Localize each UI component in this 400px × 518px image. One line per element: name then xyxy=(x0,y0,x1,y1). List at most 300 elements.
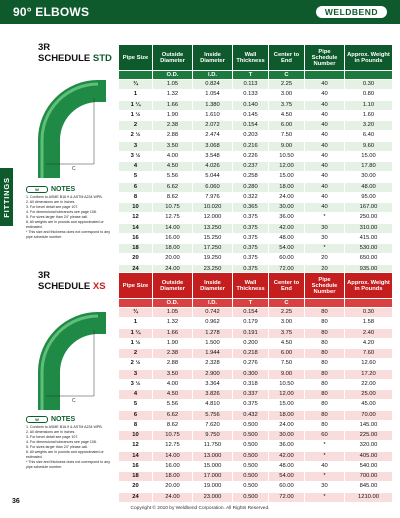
table-cell: 3.50 xyxy=(153,369,193,379)
std-dim-c-label: C xyxy=(72,166,76,172)
table-cell: 20 xyxy=(119,254,153,264)
table-cell: 2 ½ xyxy=(119,131,153,141)
table-cell: 1 xyxy=(119,90,153,100)
table-cell: 40 xyxy=(305,192,345,202)
table-cell: 3.75 xyxy=(269,328,305,338)
table-cell: 2 xyxy=(119,121,153,131)
table-row xyxy=(119,80,393,90)
table-cell: 12.75 xyxy=(153,213,193,223)
table-row xyxy=(119,472,393,482)
xs-section-title xyxy=(38,270,106,292)
table-cell: 0.824 xyxy=(193,80,233,90)
table-row xyxy=(119,461,393,471)
table-cell: 1.05 xyxy=(153,80,193,90)
table-cell: 5.044 xyxy=(193,172,233,182)
std-col-header: Inside Diameter xyxy=(193,45,233,71)
table-cell: 1 ¼ xyxy=(119,328,153,338)
xs-col-header: Outside Diameter xyxy=(153,273,193,299)
table-cell: 0.375 xyxy=(233,244,269,254)
table-cell: 60.00 xyxy=(269,254,305,264)
table-cell: 80 xyxy=(305,410,345,420)
table-cell: 9.60 xyxy=(345,141,393,151)
table-cell: 15.00 xyxy=(269,172,305,182)
table-cell: 2.38 xyxy=(153,121,193,131)
table-cell: 10.50 xyxy=(269,379,305,389)
table-cell: 0.30 xyxy=(345,308,393,318)
table-row xyxy=(119,233,393,243)
table-cell: 19.000 xyxy=(193,482,233,492)
table-cell: 1 ½ xyxy=(119,338,153,348)
xs-dim-c-label: C xyxy=(72,398,76,404)
table-row xyxy=(119,141,393,151)
table-cell: 20.00 xyxy=(153,254,193,264)
table-cell: 5.56 xyxy=(153,400,193,410)
table-cell: 4 xyxy=(119,390,153,400)
table-cell: 2.328 xyxy=(193,359,233,369)
table-cell: 0.500 xyxy=(233,492,269,502)
std-col-header: Center to End xyxy=(269,45,305,71)
table-row xyxy=(119,203,393,213)
table-cell: 48.00 xyxy=(345,182,393,192)
table-cell: 36.00 xyxy=(269,441,305,451)
table-cell: 0.276 xyxy=(233,359,269,369)
table-cell: 7.60 xyxy=(345,349,393,359)
table-cell: 1.944 xyxy=(193,349,233,359)
table-cell: 8 xyxy=(119,192,153,202)
table-cell: 0.375 xyxy=(233,264,269,274)
table-cell: 17.000 xyxy=(193,472,233,482)
notes-logo-icon: W xyxy=(26,416,48,423)
table-cell: 2.474 xyxy=(193,131,233,141)
table-cell: 0.500 xyxy=(233,441,269,451)
table-row xyxy=(119,390,393,400)
std-note-item: 3. For bevel detail see page 107. xyxy=(26,205,79,209)
table-cell: 54.00 xyxy=(269,472,305,482)
table-row xyxy=(119,90,393,100)
table-cell: 22.00 xyxy=(345,379,393,389)
table-cell: 0.500 xyxy=(233,420,269,430)
table-cell: 1.610 xyxy=(193,110,233,120)
table-cell: 0.30 xyxy=(345,80,393,90)
table-cell: 9.00 xyxy=(269,141,305,151)
table-cell: 17.80 xyxy=(345,162,393,172)
xs-schedule-word: SCHEDULE xyxy=(38,281,91,292)
std-radius-label: 3R xyxy=(38,42,51,53)
table-cell: 650.00 xyxy=(345,254,393,264)
table-cell: 3.548 xyxy=(193,151,233,161)
table-cell: 5.56 xyxy=(153,172,193,182)
table-row xyxy=(119,400,393,410)
table-cell: 2.38 xyxy=(153,349,193,359)
std-note-item: 2. All dimensions are in inches. xyxy=(26,200,76,204)
side-tab-label: FITTINGS xyxy=(2,176,12,218)
table-cell: 0.375 xyxy=(233,400,269,410)
xs-col-header: Pipe Size xyxy=(119,273,153,299)
table-cell: 0.375 xyxy=(233,233,269,243)
xs-col-header: Approx. Weight in Pounds xyxy=(345,273,393,299)
table-cell: 6 xyxy=(119,410,153,420)
table-cell: 3 xyxy=(119,141,153,151)
table-cell: 12.60 xyxy=(345,359,393,369)
table-cell: 0.203 xyxy=(233,131,269,141)
std-col-subheader xyxy=(119,71,153,80)
table-cell: 80 xyxy=(305,420,345,430)
table-cell: 60 xyxy=(305,431,345,441)
table-cell: 60.00 xyxy=(269,482,305,492)
table-cell: 2.88 xyxy=(153,359,193,369)
table-cell: 1 ½ xyxy=(119,110,153,120)
table-cell: 16 xyxy=(119,461,153,471)
std-col-subheader: C xyxy=(269,71,305,80)
page-header xyxy=(0,0,400,24)
table-cell: 80 xyxy=(305,400,345,410)
table-cell: 3.20 xyxy=(345,121,393,131)
table-cell: 2 ½ xyxy=(119,359,153,369)
table-cell: 0.280 xyxy=(233,182,269,192)
table-row xyxy=(119,223,393,233)
table-cell: 4.20 xyxy=(345,338,393,348)
table-cell: 0.365 xyxy=(233,203,269,213)
table-cell: 40 xyxy=(305,121,345,131)
table-cell: 10 xyxy=(119,431,153,441)
table-cell: 3.068 xyxy=(193,141,233,151)
table-cell: * xyxy=(305,451,345,461)
table-cell: 30.00 xyxy=(345,172,393,182)
table-cell: 40 xyxy=(305,110,345,120)
table-cell: 0.962 xyxy=(193,318,233,328)
table-cell: 7.976 xyxy=(193,192,233,202)
table-cell: 4 xyxy=(119,162,153,172)
table-cell: 4.00 xyxy=(153,379,193,389)
table-cell: 167.00 xyxy=(345,203,393,213)
table-cell: 0.742 xyxy=(193,308,233,318)
std-col-header: Approx. Weight in Pounds xyxy=(345,45,393,71)
table-row xyxy=(119,420,393,430)
table-cell: 40 xyxy=(305,131,345,141)
table-cell: 80 xyxy=(305,318,345,328)
xs-spec-table xyxy=(118,272,393,503)
table-cell: 1.90 xyxy=(153,338,193,348)
table-cell: 0.375 xyxy=(233,213,269,223)
table-cell: 42.00 xyxy=(269,451,305,461)
table-cell: 2.88 xyxy=(153,131,193,141)
table-cell: 30 xyxy=(305,233,345,243)
table-cell: 250.00 xyxy=(345,213,393,223)
table-cell: 1.10 xyxy=(345,100,393,110)
table-cell: 13.250 xyxy=(193,223,233,233)
std-col-subheader xyxy=(345,71,393,80)
std-col-header: Pipe Size xyxy=(119,45,153,71)
table-cell: 40 xyxy=(305,80,345,90)
table-cell: 6.00 xyxy=(269,121,305,131)
table-cell: 2.072 xyxy=(193,121,233,131)
table-cell: 3.75 xyxy=(269,100,305,110)
table-cell: 24.00 xyxy=(153,492,193,502)
table-cell: 10.020 xyxy=(193,203,233,213)
table-cell: 4.50 xyxy=(269,338,305,348)
table-cell: 5.756 xyxy=(193,410,233,420)
table-cell: 40 xyxy=(305,151,345,161)
table-cell: 0.113 xyxy=(233,80,269,90)
table-cell: 40 xyxy=(305,162,345,172)
table-cell: 40 xyxy=(305,141,345,151)
std-col-header: Outside Diameter xyxy=(153,45,193,71)
table-cell: 40 xyxy=(305,203,345,213)
xs-note-item: 1. Conform to ASME B16.9 & ASTM A234 WPB. xyxy=(26,425,103,429)
table-cell: 7.620 xyxy=(193,420,233,430)
table-cell: 0.500 xyxy=(233,451,269,461)
table-cell: * xyxy=(305,213,345,223)
table-row xyxy=(119,110,393,120)
table-row xyxy=(119,244,393,254)
table-cell: 10.50 xyxy=(269,151,305,161)
xs-schedule-code: XS xyxy=(92,281,106,292)
table-cell: 3.00 xyxy=(269,90,305,100)
table-row xyxy=(119,182,393,192)
table-cell: 0.154 xyxy=(233,308,269,318)
xs-note-item: 3. For bevel detail see page 107. xyxy=(26,435,79,439)
table-cell: 10 xyxy=(119,203,153,213)
table-cell: 40 xyxy=(305,172,345,182)
table-cell: 30.00 xyxy=(269,203,305,213)
table-cell: 0.191 xyxy=(233,328,269,338)
table-cell: 20 xyxy=(305,264,345,274)
xs-col-header: Pipe Schedule Number xyxy=(305,273,345,299)
table-cell: 2.25 xyxy=(269,308,305,318)
table-row xyxy=(119,162,393,172)
table-cell: 3.50 xyxy=(153,141,193,151)
table-cell: 3 ½ xyxy=(119,379,153,389)
table-cell: 48.00 xyxy=(269,461,305,471)
std-section-title xyxy=(38,42,112,64)
table-cell: 0.300 xyxy=(233,369,269,379)
table-row xyxy=(119,379,393,389)
std-col-subheader: I.D. xyxy=(193,71,233,80)
table-row xyxy=(119,192,393,202)
table-row xyxy=(119,431,393,441)
table-cell: 18 xyxy=(119,244,153,254)
table-row xyxy=(119,318,393,328)
table-cell: 9.00 xyxy=(269,369,305,379)
table-cell: 80 xyxy=(305,338,345,348)
table-cell: 6.060 xyxy=(193,182,233,192)
table-cell: 5 xyxy=(119,400,153,410)
table-cell: 19.250 xyxy=(193,254,233,264)
table-cell: 14.00 xyxy=(153,223,193,233)
table-cell: 0.258 xyxy=(233,172,269,182)
table-row xyxy=(119,441,393,451)
table-cell: 15.00 xyxy=(269,400,305,410)
table-cell: 13.000 xyxy=(193,451,233,461)
table-cell: 70.00 xyxy=(345,410,393,420)
xs-col-subheader xyxy=(119,299,153,308)
table-cell: 6.62 xyxy=(153,410,193,420)
table-cell: 700.00 xyxy=(345,472,393,482)
table-cell: 0.218 xyxy=(233,349,269,359)
table-cell: 0.337 xyxy=(233,390,269,400)
table-row xyxy=(119,492,393,502)
table-cell: 20 xyxy=(119,482,153,492)
xs-elbow-illustration xyxy=(32,300,106,410)
table-cell: 0.432 xyxy=(233,410,269,420)
std-note-item: 1. Conform to ASME B16.9 & ASTM A234 WPB. xyxy=(26,195,103,199)
table-cell: 5 xyxy=(119,172,153,182)
std-schedule-word: SCHEDULE xyxy=(38,53,91,64)
table-cell: 30 xyxy=(305,223,345,233)
table-cell: 14 xyxy=(119,451,153,461)
xs-note-item: 2. All dimensions are in inches. xyxy=(26,430,76,434)
table-cell: 3 ½ xyxy=(119,151,153,161)
xs-col-header: Wall Thickness xyxy=(233,273,269,299)
table-cell: 4.026 xyxy=(193,162,233,172)
table-cell: 0.226 xyxy=(233,151,269,161)
table-cell: 12 xyxy=(119,213,153,223)
xs-note-item: 4. For dimensional tolerances see page 108. xyxy=(26,440,97,444)
table-cell: 24.00 xyxy=(269,420,305,430)
table-cell: 320.00 xyxy=(345,441,393,451)
std-notes xyxy=(26,186,114,240)
table-cell: 415.00 xyxy=(345,233,393,243)
table-cell: 6.40 xyxy=(345,131,393,141)
table-cell: 15.00 xyxy=(345,151,393,161)
table-cell: 845.00 xyxy=(345,482,393,492)
table-cell: 540.00 xyxy=(345,461,393,471)
table-cell: 10.75 xyxy=(153,431,193,441)
table-row xyxy=(119,482,393,492)
table-cell: 18 xyxy=(119,472,153,482)
table-cell: 1.278 xyxy=(193,328,233,338)
table-cell: 4.810 xyxy=(193,400,233,410)
table-cell: 20 xyxy=(305,254,345,264)
table-cell: 40 xyxy=(305,182,345,192)
xs-note-item: 6. All weights are in pounds and approximated or estimated. xyxy=(26,450,104,459)
table-cell: 225.00 xyxy=(345,431,393,441)
table-cell: 1.60 xyxy=(345,110,393,120)
table-cell: 17.250 xyxy=(193,244,233,254)
table-cell: * xyxy=(305,441,345,451)
table-cell: 80 xyxy=(305,308,345,318)
table-cell: 0.500 xyxy=(233,482,269,492)
table-cell: 6.00 xyxy=(269,349,305,359)
table-cell: 80 xyxy=(305,359,345,369)
table-cell: 0.237 xyxy=(233,162,269,172)
table-cell: 95.00 xyxy=(345,192,393,202)
table-row xyxy=(119,121,393,131)
copyright-footer: Copyright © 2010 by Weldbend Corporation. All Rights Reserved. xyxy=(130,506,270,511)
table-cell: 4.50 xyxy=(269,110,305,120)
table-row xyxy=(119,131,393,141)
table-cell: 80 xyxy=(305,390,345,400)
table-cell: 0.318 xyxy=(233,379,269,389)
table-cell: 1.32 xyxy=(153,318,193,328)
table-cell: 18.00 xyxy=(153,244,193,254)
table-cell: 1.32 xyxy=(153,90,193,100)
xs-col-subheader: T xyxy=(233,299,269,308)
table-cell: 0.80 xyxy=(345,90,393,100)
table-cell: 1210.00 xyxy=(345,492,393,502)
table-cell: 12.00 xyxy=(269,390,305,400)
table-cell: 0.140 xyxy=(233,100,269,110)
table-cell: 10.75 xyxy=(153,203,193,213)
table-cell: 0.200 xyxy=(233,338,269,348)
table-cell: 11.750 xyxy=(193,441,233,451)
table-cell: 1.05 xyxy=(153,308,193,318)
xs-col-subheader: I.D. xyxy=(193,299,233,308)
table-cell: ¾ xyxy=(119,80,153,90)
xs-notes xyxy=(26,416,114,470)
table-row xyxy=(119,172,393,182)
table-cell: 0.179 xyxy=(233,318,269,328)
table-cell: 12 xyxy=(119,441,153,451)
table-cell: 54.00 xyxy=(269,244,305,254)
table-cell: 6.62 xyxy=(153,182,193,192)
table-cell: 24.00 xyxy=(269,192,305,202)
table-cell: 20.00 xyxy=(153,482,193,492)
table-cell: 4.00 xyxy=(153,151,193,161)
table-cell: 3.826 xyxy=(193,390,233,400)
table-cell: 16 xyxy=(119,233,153,243)
table-cell: 0.154 xyxy=(233,121,269,131)
table-cell: 2 xyxy=(119,349,153,359)
table-cell: 23.000 xyxy=(193,492,233,502)
table-cell: 1 xyxy=(119,318,153,328)
table-cell: 0.375 xyxy=(233,223,269,233)
table-cell: 0.322 xyxy=(233,192,269,202)
table-cell: 310.00 xyxy=(345,223,393,233)
std-schedule-code: STD xyxy=(92,53,112,64)
table-cell: 45.00 xyxy=(345,400,393,410)
table-row xyxy=(119,338,393,348)
table-cell: 1.500 xyxy=(193,338,233,348)
std-col-header: Pipe Schedule Number xyxy=(305,45,345,71)
xs-col-subheader xyxy=(305,299,345,308)
table-row xyxy=(119,254,393,264)
table-cell: 72.00 xyxy=(269,264,305,274)
table-cell: 36.00 xyxy=(269,213,305,223)
table-cell: 2.25 xyxy=(269,80,305,90)
table-cell: 0.500 xyxy=(233,472,269,482)
table-cell: 4.50 xyxy=(153,390,193,400)
table-cell: * xyxy=(305,472,345,482)
table-cell: 80 xyxy=(305,349,345,359)
table-cell: 0.216 xyxy=(233,141,269,151)
table-cell: 3 xyxy=(119,369,153,379)
table-cell: 18.00 xyxy=(269,182,305,192)
table-cell: 40 xyxy=(305,100,345,110)
table-cell: 12.75 xyxy=(153,441,193,451)
xs-col-header: Center to End xyxy=(269,273,305,299)
table-cell: 80 xyxy=(305,369,345,379)
std-col-header: Wall Thickness xyxy=(233,45,269,71)
xs-col-subheader xyxy=(345,299,393,308)
table-cell: 4.50 xyxy=(153,162,193,172)
table-cell: 72.00 xyxy=(269,492,305,502)
table-cell: 25.00 xyxy=(345,390,393,400)
xs-col-header: Inside Diameter xyxy=(193,273,233,299)
table-cell: 1.054 xyxy=(193,90,233,100)
std-note-item: 6. All weights are in pounds and approximated or estimated. xyxy=(26,220,104,229)
table-cell: 42.00 xyxy=(269,223,305,233)
table-cell: 1.66 xyxy=(153,328,193,338)
table-row xyxy=(119,410,393,420)
table-cell: 0.375 xyxy=(233,254,269,264)
table-cell: 1 ¼ xyxy=(119,100,153,110)
page-number: 36 xyxy=(12,498,20,505)
table-row xyxy=(119,151,393,161)
table-cell: 145.00 xyxy=(345,420,393,430)
table-cell: 0.500 xyxy=(233,461,269,471)
table-cell: 80 xyxy=(305,328,345,338)
